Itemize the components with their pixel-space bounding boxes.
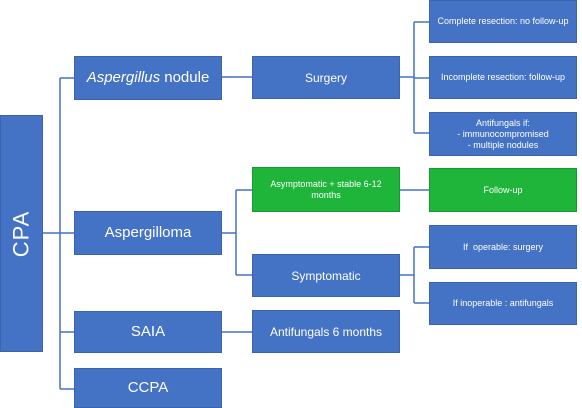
aspergilloma-node [74, 211, 222, 255]
antifungals-if-text [457, 118, 549, 151]
cpa-root-node [0, 115, 43, 352]
follow-up-label: Follow-up [483, 184, 523, 195]
aspergilloma-label: Aspergilloma [104, 224, 192, 241]
if-inoperable-label: If inoperable : antifungals [452, 298, 554, 308]
antifungals-6-months-label: Antifungals 6 months [269, 324, 383, 339]
complete-resection-node [429, 0, 577, 43]
incomplete-resection-node [429, 56, 577, 99]
complete-resection-label: Complete resection: no follow-up [437, 16, 569, 26]
cpa-label: CPA [8, 210, 34, 257]
saia-node [74, 311, 222, 353]
if-operable-label: If operable: surgery [462, 241, 544, 252]
asymptomatic-stable-label: Asymptomatic + stable 6-12 months [270, 178, 382, 200]
antifungals-if-line: Antifungals if: [475, 117, 531, 128]
ccpa-label: CCPA [127, 379, 169, 396]
antifungals-if-line: - multiple nodules [467, 139, 539, 150]
if-operable-node [429, 225, 577, 269]
symptomatic-label: Symptomatic [291, 268, 361, 283]
surgery-label: Surgery [304, 70, 348, 85]
aspergillus-nodule-label: Aspergillus nodule [86, 69, 210, 86]
ccpa-node [74, 368, 222, 408]
incomplete-resection-label: Incomplete resection: follow-up [440, 72, 566, 82]
surgery-node [252, 56, 400, 99]
antifungals-if-node [429, 112, 577, 156]
symptomatic-node [252, 254, 400, 297]
antifungals-6-months-node [252, 310, 400, 353]
antifungals-if-line: - immunocompromised [457, 128, 549, 139]
aspergillus-nodule-node [74, 56, 222, 100]
if-inoperable-node [429, 282, 577, 325]
saia-label: SAIA [130, 323, 166, 340]
asymptomatic-stable-node [252, 167, 400, 212]
follow-up-node [429, 168, 577, 212]
